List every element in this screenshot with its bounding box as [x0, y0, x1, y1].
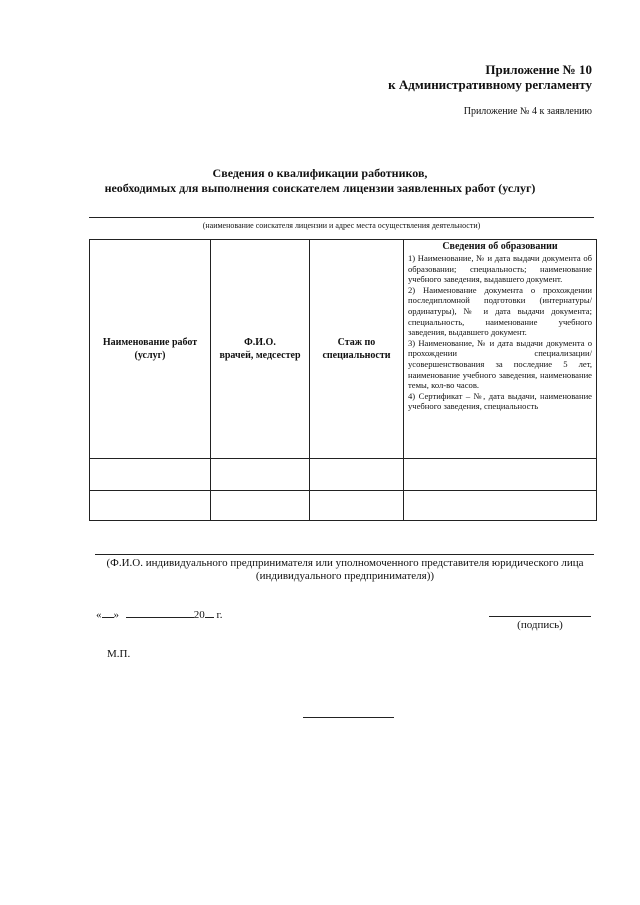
education-item: 4) Сертификат – №, дата выдачи, наименование учебного заведения, специальность — [408, 390, 592, 412]
date-field — [96, 609, 223, 621]
stamp-label: М.П. — [107, 648, 131, 660]
education-item: 2) Наименование документа о прохождении последипломной подготовки (интернатуры/ординатуры), № и дата выдачи документа; специальность, наименование учебного заведения, выдавшего документ. — [408, 284, 592, 338]
document-title — [0, 166, 640, 196]
date-year: 20 — [193, 609, 205, 621]
header-experience — [310, 240, 404, 459]
table-header-row — [90, 240, 597, 459]
appendix-regulation: к Административному регламенту — [388, 77, 592, 92]
table-row — [90, 491, 597, 521]
table-row — [90, 459, 597, 491]
signature-caption: (подпись) — [517, 619, 563, 631]
table-cell[interactable] — [90, 459, 211, 491]
date-quote-open: « — [96, 609, 102, 621]
header-experience-line1: Стаж по — [337, 337, 376, 348]
header-education — [404, 240, 597, 459]
table-cell[interactable] — [404, 459, 597, 491]
table-cell[interactable] — [90, 491, 211, 521]
appendix-subtitle: Приложение № 4 к заявлению — [463, 106, 592, 117]
signatory-caption — [60, 557, 630, 583]
appendix-heading — [388, 62, 592, 92]
signatory-caption-line2: (индивидуального предпринимателя)) — [255, 570, 435, 582]
applicant-line — [89, 217, 594, 218]
applicant-caption: (наименование соискателя лицензии и адрес места осуществления деятельности) — [202, 221, 481, 230]
education-title: Сведения об образовании — [442, 241, 558, 252]
date-year-suffix: г. — [216, 609, 223, 621]
date-month-blank[interactable] — [126, 617, 194, 618]
table-cell[interactable] — [310, 491, 404, 521]
date-day-blank[interactable] — [102, 617, 114, 618]
appendix-number: Приложение № 10 — [485, 62, 592, 77]
table-cell[interactable] — [211, 459, 310, 491]
title-line-1: Сведения о квалификации работников, — [212, 166, 428, 180]
header-experience-line2: специальности — [322, 350, 391, 361]
signatory-line — [95, 554, 594, 555]
signatory-caption-line1: (Ф.И.О. индивидуального предпринимателя или уполномоченного представителя юридического лица — [106, 557, 584, 569]
table-cell[interactable] — [211, 491, 310, 521]
date-year-blank[interactable] — [205, 617, 214, 618]
header-work-name: Наименование работ (услуг) — [90, 240, 211, 459]
table-cell[interactable] — [310, 459, 404, 491]
signature-line[interactable] — [489, 616, 591, 617]
title-line-2: необходимых для выполнения соискателем лицензии заявленных работ (услуг) — [104, 181, 536, 195]
qualification-table — [89, 239, 597, 521]
date-quote-close: » — [113, 609, 119, 621]
education-item: 1) Наименование, № и дата выдачи документа об образовании; специальность; наименование учебного заведения, выдавшего документ. — [408, 253, 592, 285]
header-fio-line2: врачей, медсестер — [219, 350, 301, 361]
header-fio-line1: Ф.И.О. — [244, 337, 276, 348]
header-fio — [211, 240, 310, 459]
closing-divider — [303, 717, 394, 718]
table-cell[interactable] — [404, 491, 597, 521]
education-item: 3) Наименование, № и дата выдачи документа о прохождении специализации/ усовершенствования за последние 5 лет, наименование учебного заведения, наименование темы, кол-во часов. — [408, 337, 592, 391]
